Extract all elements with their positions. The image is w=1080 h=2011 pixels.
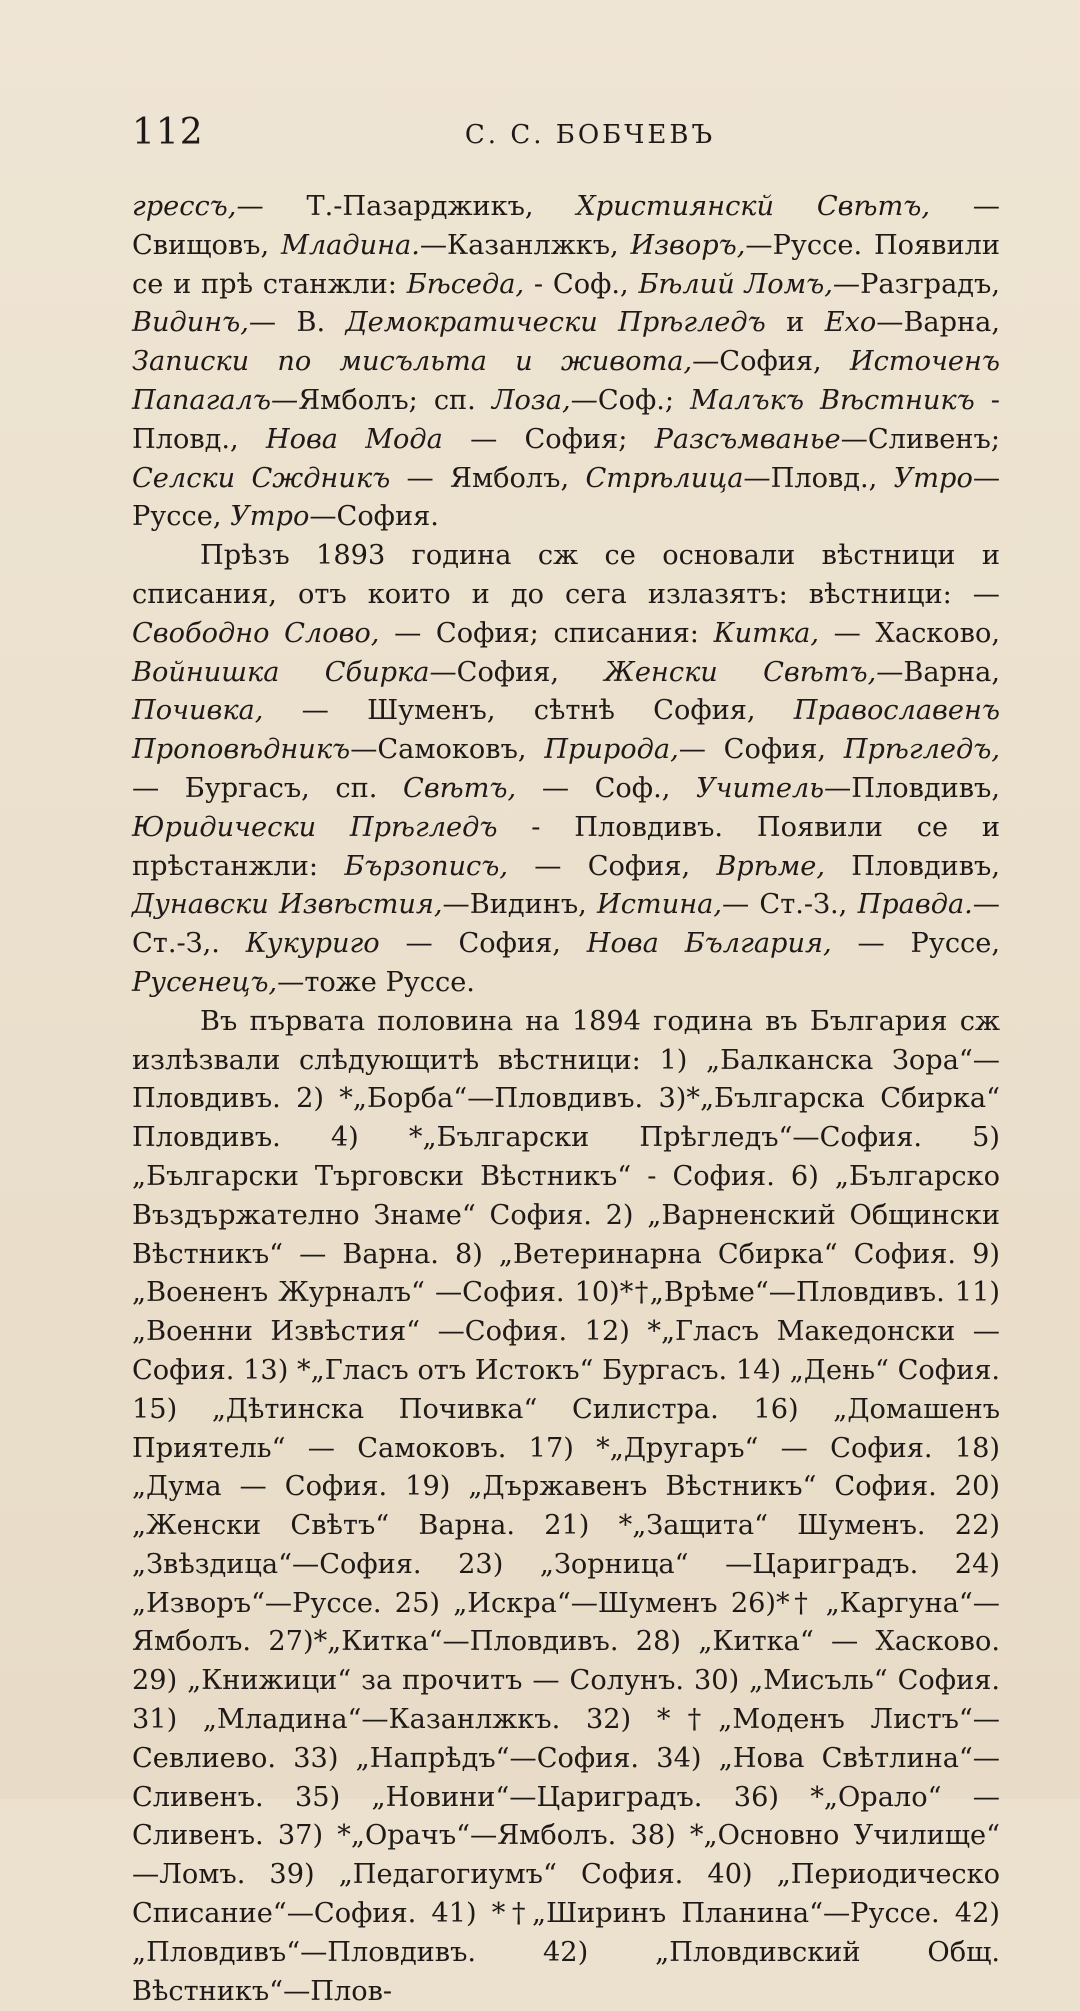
text-run: — Ст.-З., (722, 889, 858, 921)
italic-title: Утро (230, 501, 310, 533)
text-run: —Варна, (876, 656, 1000, 688)
italic-title: Видинъ, (132, 307, 249, 339)
italic-title: Ехо (824, 307, 877, 339)
text-run: — Хасково, (819, 617, 1000, 649)
running-head: С. С. БОБЧЕВЪ (464, 120, 716, 150)
text-run: — София, (379, 928, 587, 960)
italic-title: Утро (893, 462, 973, 494)
text-run: — Руссе, (831, 928, 1000, 960)
text-run: Пловдивъ, (824, 850, 1000, 882)
italic-title: Войнишка Сбирка (132, 656, 430, 688)
text-run: —Пловд., (743, 462, 894, 494)
page-number: 112 (132, 112, 204, 153)
italic-title: Женски Свѣтъ, (604, 656, 877, 688)
text-run: - Соф., (524, 268, 639, 300)
italic-title: Дунавски Извѣстия, (132, 889, 443, 921)
text-run: —Ямболъ; сп. (271, 384, 492, 416)
italic-title: Изворъ, (630, 229, 746, 261)
italic-title: Лоза, (491, 384, 571, 416)
italic-title: Свободно Слово, (132, 617, 380, 649)
text-run: —Сливенъ; (840, 423, 1000, 455)
text-run: —София, (692, 346, 850, 378)
text-run: —София. (309, 501, 439, 533)
paragraph (132, 537, 1000, 1003)
body-text (132, 188, 1000, 2011)
italic-title: Разсъмванье (654, 423, 841, 455)
text-run: — Ямболъ, (390, 462, 586, 494)
text-run: —Видинъ, (442, 889, 597, 921)
italic-title: Истина, (597, 889, 722, 921)
text-run: — Соф., (516, 772, 696, 804)
italic-title: Юридически Прѣгледъ (132, 811, 498, 843)
text-run: — София; списания: (379, 617, 714, 649)
text-run: —София, (429, 656, 605, 688)
paragraph (132, 1003, 1000, 2011)
text-run: —Казанлжкъ, (419, 229, 631, 261)
text-run: - Пловд., (132, 384, 1000, 455)
italic-title: Православенъ Проповѣдникъ (132, 695, 1000, 766)
text-run: — София; (442, 423, 655, 455)
text-run: — В. (248, 307, 346, 339)
italic-title: Учитель (695, 772, 825, 804)
text-run: — Свищовъ, (132, 191, 1000, 261)
italic-title: Свѣтъ, (403, 772, 517, 804)
italic-title: Нова България, (586, 928, 832, 960)
text-run: —Самоковъ, (350, 734, 545, 766)
text-run: —Пловдивъ, (824, 772, 1000, 804)
italic-title: Християнскй Свѣтъ, (576, 191, 930, 222)
text-run: — София, (508, 850, 717, 882)
text-run: —Разградъ, (832, 268, 1000, 300)
text-run: Въ първата половина на 1894 година въ България сж излѣзвали слѣдующитѣ вѣстници: 1) „Балканска Зора“—Пловдивъ. 2) *„Борба“—Пловдивъ. 3)*„Българска Сбирка“ Пловдивъ. 4) *„Български Прѣгледъ“—София. 5) „Български Търговски Вѣстникъ“ - София. 6) „Българско Въздържателно Знаме“ София. 2) „Варненский Общински Вѣстникъ“ — Варна. 8) „Ветеринарна Сбирка“ София. 9) „Воененъ Журналъ“ —София. 10)*†„Врѣме“—Пловдивъ. 11) „Военни Извѣстия“ —София. 12) *„Гласъ Македонски —София. 13) *„Гласъ отъ Истокъ“ Бургасъ. 14) „День“ София. 15) „Дѣтинска Почивка“ Силистра. 16) „Домашенъ Приятель“ — Самоковъ. 17) *„Другаръ“ — София. 18) „Дума — София. 19) „Държавенъ Вѣстникъ“ София. 20) „Женски Свѣтъ“ Варна. 21) *„Защита“ Шуменъ. 22) „Звѣздица“—София. 23) „Зорница“ —Цариградъ. 24) „Изворъ“—Руссе. 25) „Искра“—Шуменъ 26)*† „Каргуна“—Ямболъ. 27)*„Китка“—Пловдивъ. 28) „Китка“ — Хасково. 29) „Книжици“ за прочитъ — Солунъ. 30) „Мисъль“ София. 31) „Младина“—Казанлжкъ. 32) *†„Моденъ Листъ“—Севлиево. 33) „Напрѣдъ“—София. 34) „Нова Свѣтлина“—Сливенъ. 35) „Новини“—Цариградъ. 36) *„Орало“ —Сливенъ. 37) *„Орачъ“—Ямболъ. 38) *„Основно Училище“ —Ломъ. 39) „Педагогиумъ“ София. 40) „Периодическо Списание“—София. 41) *†„Ширинъ Планина“—Руссе. 42) „Пловдивъ“—Пловдивъ. 42) „Пловдивский Общ. Вѣстникъ“—Плов- (132, 1005, 1000, 2007)
text-run: —тоже Руссе. (277, 966, 475, 998)
paragraph (132, 188, 1000, 537)
italic-title: Демократически Прѣгледъ (345, 307, 766, 339)
text-run: —Варна, (876, 307, 1001, 339)
text-run: - Пловдивъ. Появили се и прѣстанжли: (132, 811, 1000, 882)
italic-title: Источенъ Папагалъ (132, 346, 1000, 416)
text-run: —Руссе. Появили се и прѣ станжли: (132, 229, 1000, 300)
italic-title: Стрѣлица (585, 462, 744, 494)
text-run: —Ст.-З,. (132, 889, 1000, 960)
italic-title: Китка, (713, 617, 820, 649)
text-run: — Бургасъ, сп. (132, 772, 404, 804)
text-run: — София, (678, 734, 844, 766)
text-run: —Руссе, (132, 462, 1001, 533)
italic-title: Правда. (857, 889, 973, 921)
text-run: Прѣзъ 1893 година сж се основали вѣстници и списания, отъ които и до сега излазятъ: вѣстници: — (132, 540, 1000, 610)
italic-title: Русенецъ, (132, 966, 278, 998)
text-run: —Соф.; (570, 384, 691, 416)
text-run: — Шуменъ, сѣтнѣ София, (263, 695, 794, 727)
italic-title: Бѣседа, (406, 268, 525, 300)
italic-title: Младина. (280, 229, 420, 261)
italic-title: Почивка, (132, 695, 264, 727)
italic-title: Записки по мисъльта и живота, (132, 346, 693, 378)
italic-title: Малъкъ Вѣстникъ (690, 384, 975, 416)
text-run: и (765, 307, 825, 339)
italic-title: Бързописъ, (344, 850, 509, 882)
italic-title: Прѣгледъ, (843, 734, 1000, 766)
italic-title: Нова Мода (265, 423, 443, 455)
italic-title: Бѣлий Ломъ, (638, 268, 833, 300)
italic-title: Кукуриго (245, 928, 380, 960)
italic-title: грессъ, (132, 191, 237, 222)
italic-title: Врѣме, (716, 850, 825, 882)
text-run: — Т.-Пазарджикъ, (236, 191, 577, 222)
italic-title: Природа, (544, 734, 679, 766)
page-header (132, 112, 1008, 162)
italic-title: Селски Сждникъ (132, 462, 391, 494)
